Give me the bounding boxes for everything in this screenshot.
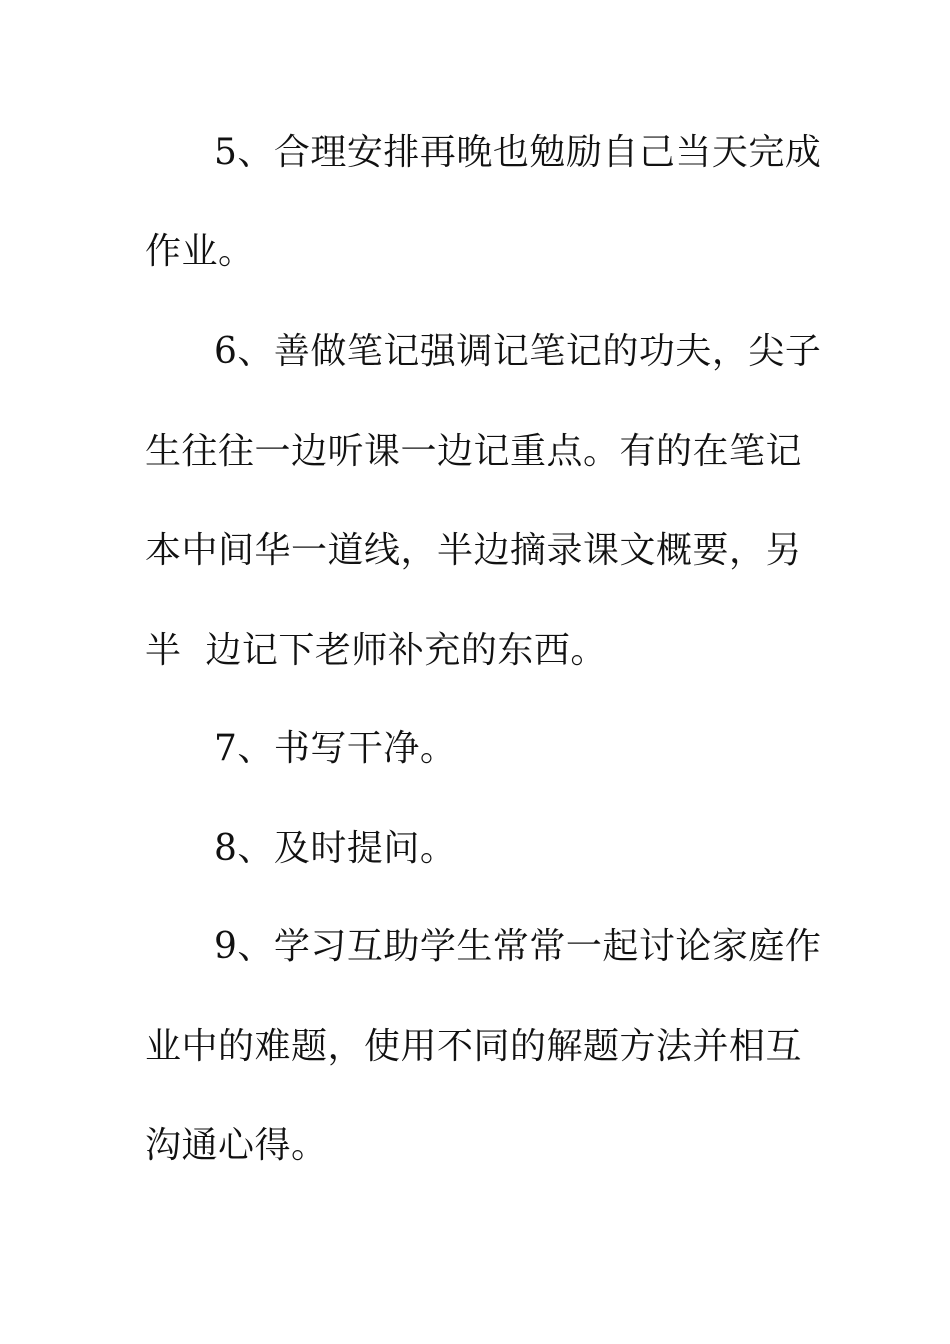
item-6-line-2: 生往往一边听课一边记重点。有的在笔记 (145, 431, 803, 472)
item-9-line-2: 业中的难题，使用不同的解题方法并相互 (145, 1026, 803, 1067)
item-8-line: 8、及时提问。 (214, 828, 457, 869)
item-5-line-2: 作业。 (145, 231, 255, 272)
item-6-line-4: 半 边记下老师补充的东西。 (145, 630, 607, 671)
item-6-line-3: 本中间华一道线，半边摘录课文概要，另 (145, 530, 803, 571)
item-6-line-1: 6、善做笔记强调记笔记的功夫，尖子 (214, 331, 822, 372)
item-9-line-1: 9、学习互助学生常常一起讨论家庭作 (214, 926, 822, 967)
item-7-line: 7、书写干净。 (214, 728, 457, 769)
item-5-line-1: 5、合理安排再晚也勉励自己当天完成 (214, 132, 822, 173)
item-9-line-3: 沟通心得。 (145, 1125, 328, 1166)
